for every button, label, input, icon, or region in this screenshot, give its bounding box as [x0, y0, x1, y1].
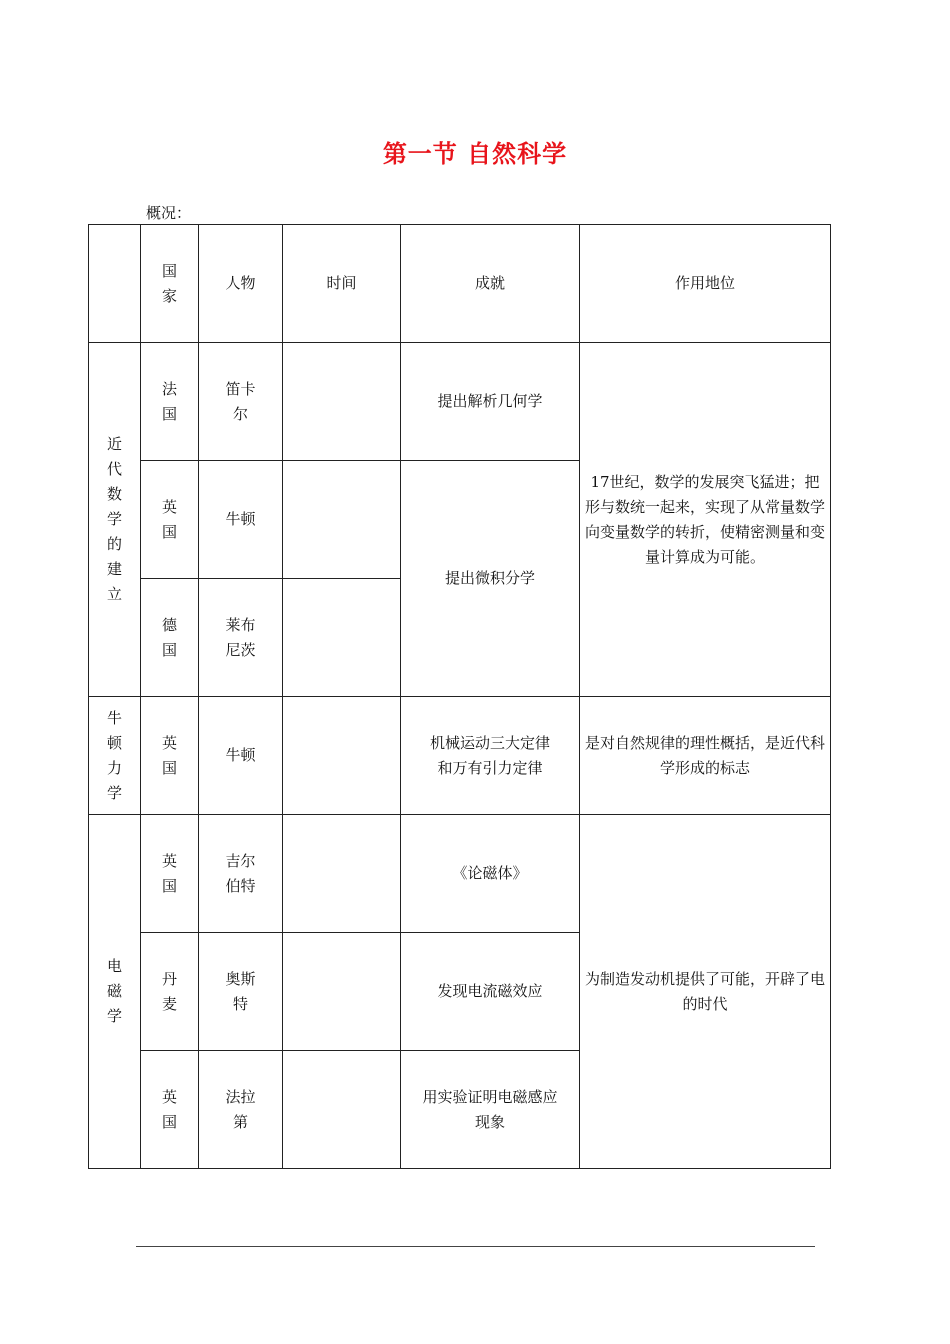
person-cell: 奥斯特 — [199, 933, 283, 1051]
table-row — [89, 815, 831, 933]
category-cell: 牛顿力学 — [89, 697, 141, 815]
role-cell: 17世纪，数学的发展突飞猛进；把形与数统一起来，实现了从常量数学向变量数学的转折，使精密测量和变量计算成为可能。 — [580, 343, 831, 697]
achievement-cell: 机械运动三大定律和万有引力定律 — [401, 697, 580, 815]
footer-divider — [136, 1246, 815, 1247]
table-header-row — [89, 225, 831, 343]
intro-label: 概况： — [146, 204, 192, 222]
header-achievement: 成就 — [401, 225, 580, 343]
header-role: 作用地位 — [580, 225, 831, 343]
achievement-cell: 《论磁体》 — [401, 815, 580, 933]
role-cell: 是对自然规律的理性概括，是近代科学形成的标志 — [580, 697, 831, 815]
person-cell: 法拉第 — [199, 1051, 283, 1169]
header-time: 时间 — [283, 225, 401, 343]
header-person: 人物 — [199, 225, 283, 343]
country-cell: 丹麦 — [141, 933, 199, 1051]
time-cell — [283, 579, 401, 697]
person-cell: 牛顿 — [199, 697, 283, 815]
time-cell — [283, 1051, 401, 1169]
category-cell: 近代数学的建立 — [89, 343, 141, 697]
page-title: 第一节 自然科学 — [382, 140, 568, 168]
time-cell — [283, 343, 401, 461]
category-cell: 电磁学 — [89, 815, 141, 1169]
achievement-cell: 用实验证明电磁感应现象 — [401, 1051, 580, 1169]
role-cell: 为制造发动机提供了可能，开辟了电的时代 — [580, 815, 831, 1169]
person-cell: 吉尔伯特 — [199, 815, 283, 933]
time-cell — [283, 461, 401, 579]
country-cell: 法国 — [141, 343, 199, 461]
time-cell — [283, 815, 401, 933]
person-cell: 笛卡尔 — [199, 343, 283, 461]
header-corner-cell — [89, 225, 141, 343]
person-cell: 莱布尼茨 — [199, 579, 283, 697]
person-cell: 牛顿 — [199, 461, 283, 579]
achievement-cell: 提出解析几何学 — [401, 343, 580, 461]
achievement-cell: 发现电流磁效应 — [401, 933, 580, 1051]
science-summary-table — [88, 224, 831, 1169]
country-cell: 英国 — [141, 1051, 199, 1169]
country-cell: 英国 — [141, 461, 199, 579]
achievement-cell: 提出微积分学 — [401, 461, 580, 697]
header-country: 国家 — [141, 225, 199, 343]
country-cell: 德国 — [141, 579, 199, 697]
table-row — [89, 343, 831, 461]
country-cell: 英国 — [141, 697, 199, 815]
time-cell — [283, 697, 401, 815]
time-cell — [283, 933, 401, 1051]
country-cell: 英国 — [141, 815, 199, 933]
table-row — [89, 697, 831, 815]
